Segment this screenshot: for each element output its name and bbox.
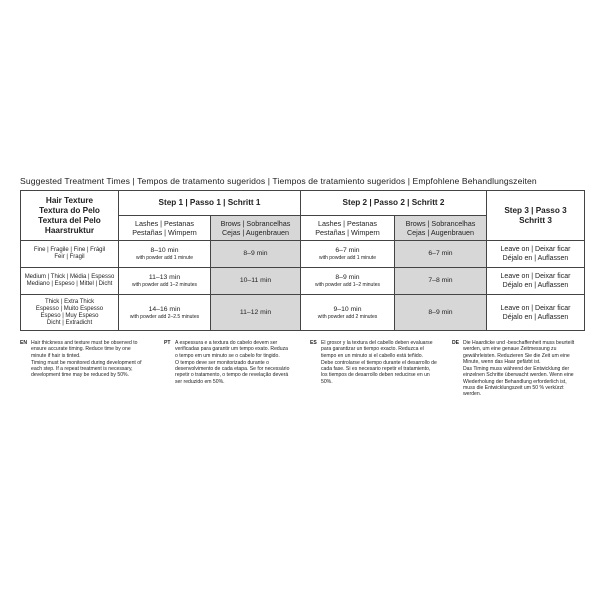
time-value: 8–10 min [150, 247, 179, 254]
treatment-times-table [20, 190, 585, 331]
powder-note: with powder add 1–2 minutes [314, 282, 381, 288]
step2-brows-cell: 8–9 min [395, 295, 487, 331]
step2-brows-cell: 6–7 min [395, 241, 487, 268]
row-label-medium: Medium | Thick | Média | Espesso Mediano | Espeso | Mittel | Dicht [21, 268, 119, 295]
step2-lashes-header: Lashes | Pestanas Pestañas | Wimpern [301, 216, 395, 241]
time-value: 11–13 min [148, 274, 181, 281]
powder-note: with powder add 1–2 minutes [131, 282, 198, 288]
row-label-thick: Thick | Extra Thick Espesso | Muito Espesso Espeso | Muy Espeso Dicht | Extradicht [21, 295, 119, 331]
note-paragraph: A espessura e a textura do cabelo devem ser verificadas para garantir um tempo exato. Reduza o tempo em um minuto se o cabelo for tingido. [175, 340, 288, 359]
time-value: 6–7 min [335, 247, 360, 254]
step2-lashes-cell [301, 241, 395, 268]
powder-note: with powder add 1 minute [136, 255, 193, 261]
time-value: 14–16 min [148, 305, 181, 313]
note-paragraph: El grosor y la textura del cabello deben evaluarse para garantizar un tiempo exacto. Reduzca el tiempo en un minuto si el cabello está teñido. [321, 340, 433, 359]
step2-header: Step 2 | Passo 2 | Schritt 2 [301, 191, 487, 216]
step1-lashes-cell [119, 295, 211, 331]
time-value: 9–10 min [333, 305, 362, 313]
language-code: DE [452, 340, 460, 346]
row-label-fine: Fine | Fragile | Fine | Frágil Feir | Fragil [21, 241, 119, 268]
step1-lashes-cell [119, 268, 211, 295]
step1-lashes-header: Lashes | Pestanas Pestañas | Wimpern [119, 216, 211, 241]
table-title: Suggested Treatment Times | Tempos de tratamento sugeridos | Tiempos de tratamiento sugeridos | Empfohlene Behandlungszeiten [20, 176, 537, 186]
step3-header: Step 3 | Passo 3 Schritt 3 [487, 191, 585, 241]
note-paragraph: Das Timing muss während der Entwicklung der einzelnen Schritte überwacht werden. Wenn eine Wiederholung der Behandlung erforderlich ist, muss die Entwicklungszeit um 50 % verkürzt werden. [463, 366, 574, 398]
step2-brows-cell: 7–8 min [395, 268, 487, 295]
note-paragraph: O tempo deve ser monitorizado durante o desenvolvimento de cada etapa. Se for necessário repetir o tratamento, o tempo de revelação deverá ser reduzido em 50%. [175, 359, 290, 385]
step1-brows-header: Brows | Sobrancelhas Cejas | Augenbrauen [211, 216, 301, 241]
language-code: EN [20, 340, 28, 346]
table-row [21, 268, 585, 295]
step1-brows-cell: 10–11 min [211, 268, 301, 295]
step3-cell: Leave on | Deixar ficar Déjalo en | Auflassen [487, 241, 585, 268]
step2-lashes-cell [301, 295, 395, 331]
note-paragraph: Debe controlarse el tiempo durante el desarrollo de cada fase. Si es necesario repetir el tratamiento, los tiempos de desarrollo deben reducirse en un 50%. [321, 359, 437, 385]
step2-lashes-cell [301, 268, 395, 295]
note-paragraph: Hair thickness and texture must be observed to ensure accurate timing. Reduce time by one minute if hair is tinted. [31, 340, 138, 359]
language-code: PT [164, 340, 171, 346]
step1-header: Step 1 | Passo 1 | Schritt 1 [119, 191, 301, 216]
powder-note: with powder add 2 minutes [317, 313, 378, 320]
step1-brows-cell: 11–12 min [211, 295, 301, 331]
powder-note: with powder add 2–2.5 minutes [129, 313, 200, 320]
hair-texture-header: Hair Texture Textura do Pelo Textura del Pelo Haarstruktur [21, 191, 119, 241]
powder-note: with powder add 1 minute [319, 255, 376, 261]
table-row [21, 241, 585, 268]
time-value: 8–9 min [335, 274, 360, 281]
table-row [21, 295, 585, 331]
note-paragraph: Die Haardicke und -beschaffenheit muss beurteilt werden, um eine genaue Zeitmessung zu gewährleisten. Reduzieren Sie die Zeit um eine Minute, wenn das Haar gefärbt ist. [463, 340, 575, 365]
step2-brows-header: Brows | Sobrancelhas Cejas | Augenbrauen [395, 216, 487, 241]
step1-lashes-cell [119, 241, 211, 268]
language-code: ES [310, 340, 317, 346]
step3-cell: Leave on | Deixar ficar Déjalo en | Auflassen [487, 268, 585, 295]
step3-cell: Leave on | Deixar ficar Déjalo en | Auflassen [487, 295, 585, 331]
step1-brows-cell: 8–9 min [211, 241, 301, 268]
note-paragraph: Timing must be monitored during development of each step. If a repeat treatment is necessary, development time may be reduced by 50%. [31, 359, 142, 379]
